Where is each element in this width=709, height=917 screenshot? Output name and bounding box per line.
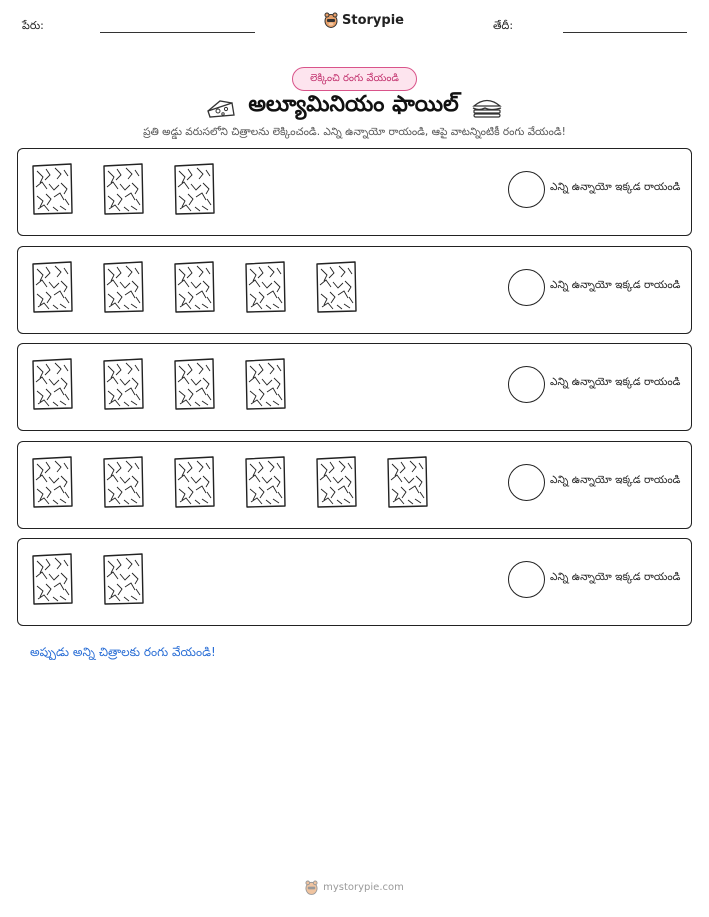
final-instruction: అప్పుడు అన్ని చిత్రాలకు రంగు వేయండి! xyxy=(30,645,216,659)
activity-badge: లెక్కించి రంగు వేయండి xyxy=(292,67,417,91)
page-title: అల్యూమినియం ఫాయిల్ xyxy=(248,92,459,117)
aluminum-foil-icon[interactable] xyxy=(173,163,216,216)
write-count-prompt: ఎన్ని ఉన్నాయో ఇక్కడ రాయండి xyxy=(550,278,681,291)
aluminum-foil-icon[interactable] xyxy=(102,163,145,216)
aluminum-foil-icon[interactable] xyxy=(173,358,216,411)
name-field-line[interactable] xyxy=(100,32,255,33)
storypie-logo-icon xyxy=(305,880,318,895)
aluminum-foil-icon[interactable] xyxy=(102,358,145,411)
instructions: ప్రతి అడ్డు వరుసలోని చిత్రాలను లెక్కించండి. ఎన్ని ఉన్నాయో రాయండి, ఆపై వాటన్నింటికీ రంగు వేయండి! xyxy=(143,126,566,138)
footer-url: mystorypie.com xyxy=(323,882,404,893)
counting-row xyxy=(17,441,692,529)
title-row xyxy=(0,92,709,122)
aluminum-foil-icon[interactable] xyxy=(102,553,145,606)
aluminum-foil-icon[interactable] xyxy=(173,456,216,509)
aluminum-foil-icon[interactable] xyxy=(244,358,287,411)
name-label: పేరు: xyxy=(22,19,44,32)
aluminum-foil-icon[interactable] xyxy=(173,261,216,314)
brand-name: Storypie xyxy=(342,12,404,28)
aluminum-foil-icon[interactable] xyxy=(31,456,74,509)
aluminum-foil-icon[interactable] xyxy=(31,358,74,411)
answer-circle[interactable] xyxy=(508,366,545,403)
aluminum-foil-icon[interactable] xyxy=(31,553,74,606)
counting-row xyxy=(17,343,692,431)
counting-row xyxy=(17,538,692,626)
cheese-icon xyxy=(206,95,236,119)
write-count-prompt: ఎన్ని ఉన్నాయో ఇక్కడ రాయండి xyxy=(550,571,681,583)
counting-row xyxy=(17,246,692,334)
answer-circle[interactable] xyxy=(508,171,545,208)
aluminum-foil-icon[interactable] xyxy=(244,261,287,314)
answer-circle[interactable] xyxy=(508,269,545,306)
aluminum-foil-icon[interactable] xyxy=(31,163,74,216)
date-field-line[interactable] xyxy=(563,32,687,33)
sandwich-icon xyxy=(471,95,503,119)
date-label: తేదీ: xyxy=(493,19,514,32)
aluminum-foil-icon[interactable] xyxy=(386,456,429,509)
aluminum-foil-icon[interactable] xyxy=(31,261,74,314)
counting-row xyxy=(17,148,692,236)
aluminum-foil-icon[interactable] xyxy=(315,261,358,314)
aluminum-foil-icon[interactable] xyxy=(244,456,287,509)
brand-logo xyxy=(324,12,404,28)
aluminum-foil-icon[interactable] xyxy=(315,456,358,509)
footer xyxy=(0,880,709,895)
write-count-prompt: ఎన్ని ఉన్నాయో ఇక్కడ రాయండి xyxy=(550,376,681,388)
write-count-prompt: ఎన్ని ఉన్నాయో ఇక్కడ రాయండి xyxy=(550,181,681,193)
answer-circle[interactable] xyxy=(508,561,545,598)
answer-circle[interactable] xyxy=(508,464,545,501)
write-count-prompt: ఎన్ని ఉన్నాయో ఇక్కడ రాయండి xyxy=(550,473,681,486)
aluminum-foil-icon[interactable] xyxy=(102,456,145,509)
storypie-logo-icon xyxy=(324,12,338,28)
aluminum-foil-icon[interactable] xyxy=(102,261,145,314)
